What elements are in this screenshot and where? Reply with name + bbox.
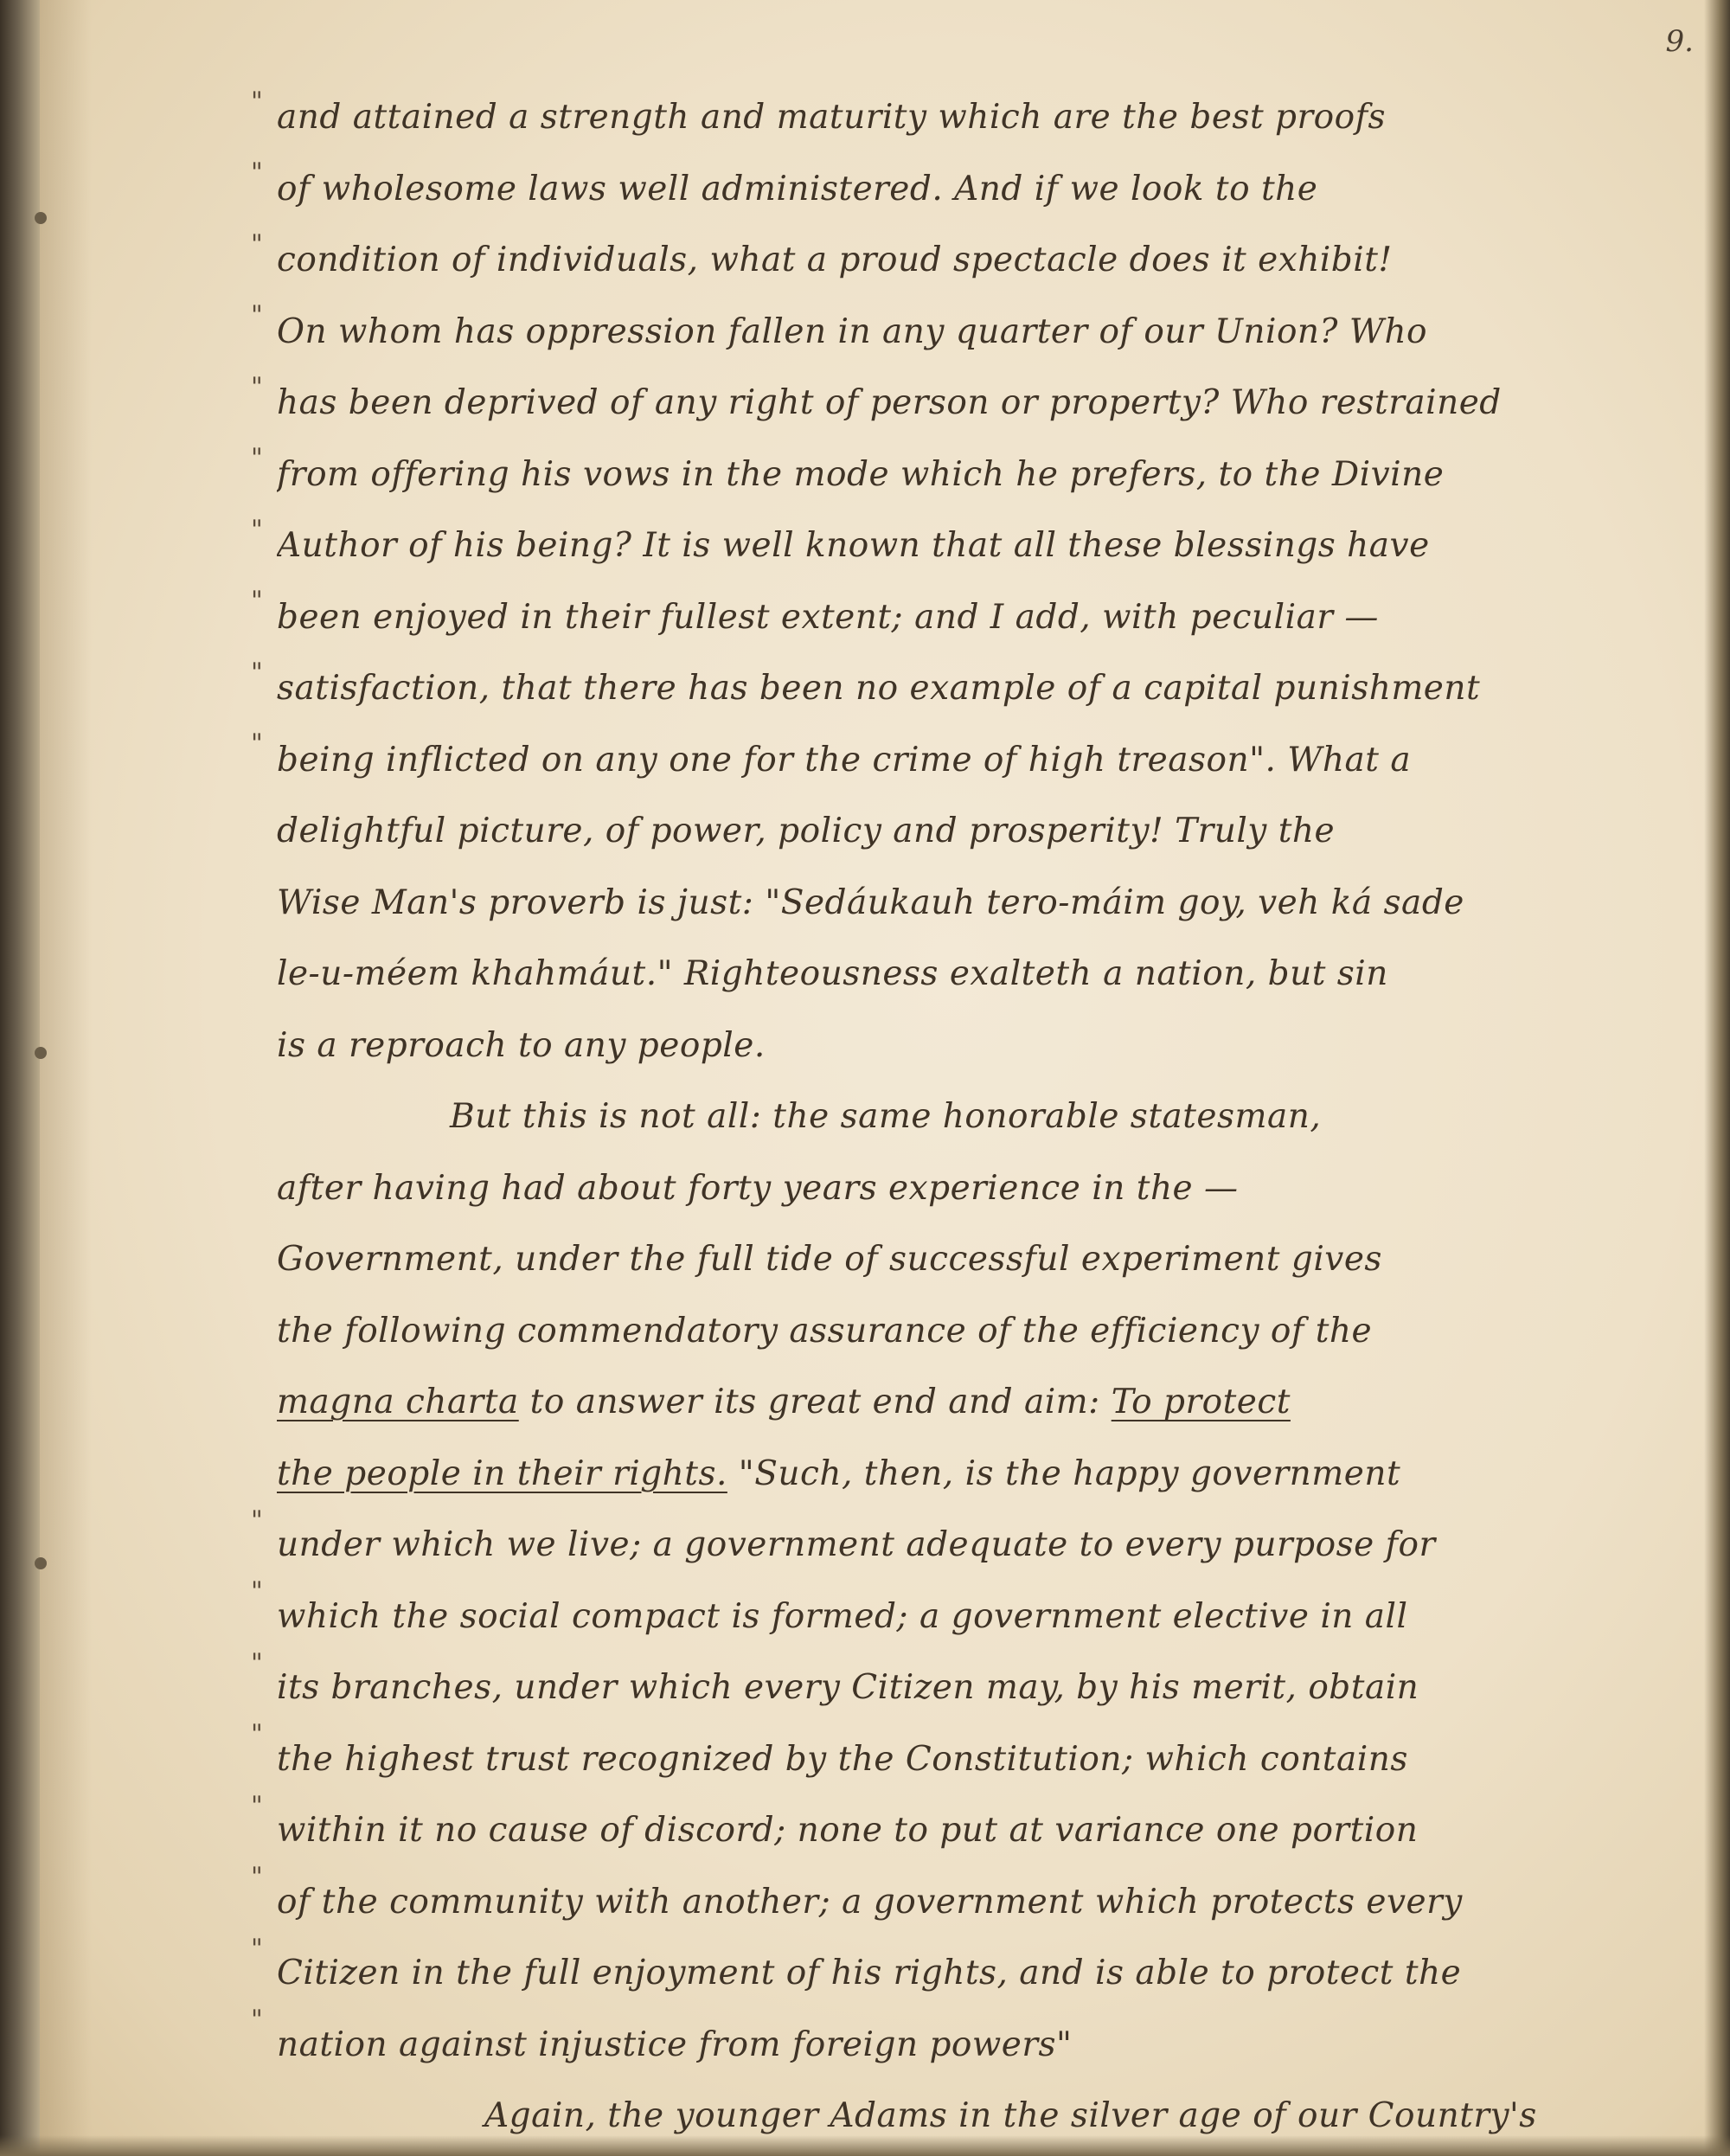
text-line: satisfaction, that there has been no example of a capital punishment bbox=[277, 669, 1481, 708]
text-line: the highest trust recognized by the Constitution; which contains bbox=[277, 1739, 1408, 1779]
text-line: and attained a strength and maturity which are the best proofs bbox=[277, 98, 1387, 137]
margin-quote: " bbox=[251, 728, 263, 759]
margin-quote: " bbox=[251, 300, 263, 330]
margin-quote: " bbox=[251, 658, 263, 688]
text-line: On whom has oppression fallen in any quarter of our Union? Who bbox=[277, 311, 1428, 351]
text-line: within it no cause of discord; none to put at variance one portion bbox=[277, 1811, 1419, 1850]
margin-quote: " bbox=[251, 515, 263, 545]
text-line: of the community with another; a government which protects every bbox=[277, 1882, 1463, 1922]
text-line: under which we live; a government adequate to every purpose for bbox=[277, 1525, 1436, 1564]
page-right-edge bbox=[1704, 0, 1730, 2156]
text-line: after having had about forty years experience in the — bbox=[277, 1168, 1239, 1208]
margin-quote: " bbox=[251, 586, 263, 616]
text-line: delightful picture, of power, policy and prosperity! Truly the bbox=[277, 812, 1336, 850]
margin-quote: " bbox=[251, 1719, 263, 1749]
text-line: le-u-méem khahmáut." Righteousness exalteth a nation, but sin bbox=[277, 954, 1388, 993]
margin-quote: " bbox=[251, 1862, 263, 1892]
margin-quote: " bbox=[251, 1934, 263, 1964]
binding-hole bbox=[35, 212, 47, 224]
binding-hole bbox=[35, 1557, 47, 1569]
text-line: Author of his being? It is well known that all these blessings have bbox=[277, 526, 1430, 565]
text-line: been enjoyed in their fullest extent; and I add, with peculiar — bbox=[277, 597, 1379, 637]
underlined-phrase: magna charta bbox=[277, 1383, 519, 1421]
margin-quote: " bbox=[251, 157, 263, 188]
margin-quote: " bbox=[251, 229, 263, 260]
text-line: which the social compact is formed; a government elective in all bbox=[277, 1596, 1408, 1636]
paragraph-start-line: But this is not all: the same honorable statesman, bbox=[450, 1097, 1322, 1136]
underlined-phrase: the people in their rights. bbox=[277, 1453, 727, 1493]
text-line: is a reproach to any people. bbox=[277, 1025, 766, 1065]
text-line: has been deprived of any right of person or property? Who restrained bbox=[277, 383, 1502, 422]
text-line: from offering his vows in the mode which he prefers, to the Divine bbox=[277, 454, 1445, 494]
margin-quote: " bbox=[251, 1791, 263, 1821]
margin-quote: " bbox=[251, 443, 263, 473]
margin-quote: " bbox=[251, 1648, 263, 1678]
page-number: 9. bbox=[1665, 24, 1694, 59]
gutter-shadow bbox=[40, 0, 92, 2156]
handwritten-text bbox=[277, 82, 1583, 2153]
binding-hole bbox=[35, 1047, 47, 1059]
text-line: Citizen in the full enjoyment of his rights, and is able to protect the bbox=[277, 1954, 1462, 1992]
margin-quote: " bbox=[251, 87, 263, 117]
text-line bbox=[277, 1439, 1583, 1511]
text-line: being inflicted on any one for the crime of high treason". What a bbox=[277, 740, 1412, 780]
text-segment: "Such, then, is the happy government bbox=[727, 1453, 1401, 1493]
text-line: Government, under the full tide of successful experiment gives bbox=[277, 1240, 1382, 1279]
text-line: nation against injustice from foreign powers" bbox=[277, 2024, 1073, 2064]
paragraph-start-line: Again, the younger Adams in the silver age of our Country's bbox=[484, 2096, 1537, 2135]
text-line: its branches, under which every Citizen may, by his merit, obtain bbox=[277, 1668, 1419, 1707]
text-line bbox=[277, 1367, 1583, 1439]
margin-quote: " bbox=[251, 1576, 263, 1607]
text-line: condition of individuals, what a proud spectacle does it exhibit! bbox=[277, 241, 1393, 279]
text-line: the following commendatory assurance of the efficiency of the bbox=[277, 1311, 1373, 1351]
margin-quote: " bbox=[251, 2005, 263, 2035]
text-line: of wholesome laws well administered. And if we look to the bbox=[277, 169, 1318, 209]
margin-quote: " bbox=[251, 1505, 263, 1536]
text-line: Wise Man's proverb is just: "Sedáukauh tero-máim goy, veh ká sade bbox=[277, 882, 1464, 922]
margin-quote: " bbox=[251, 372, 263, 402]
underlined-phrase: To protect bbox=[1111, 1383, 1291, 1421]
text-segment: to answer its great end and aim: bbox=[518, 1383, 1112, 1421]
binding-gutter bbox=[0, 0, 40, 2156]
